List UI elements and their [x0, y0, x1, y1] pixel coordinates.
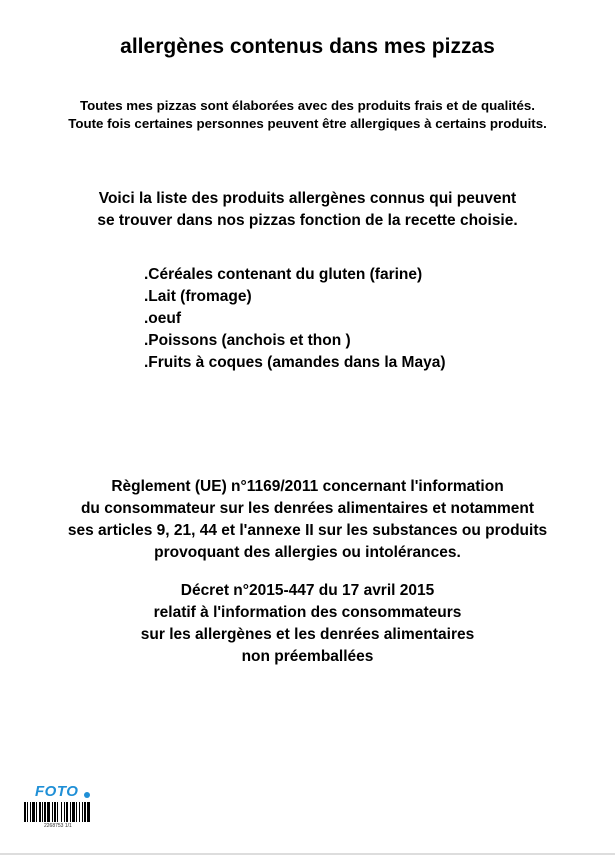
page-title: allergènes contenus dans mes pizzas	[120, 35, 495, 58]
regulation-line: Règlement (UE) n°1169/2011 concernant l'information	[111, 478, 504, 495]
foto-logo: FOTO	[35, 783, 79, 800]
allergen-item: .oeuf	[144, 310, 182, 327]
decree-line: relatif à l'information des consommateurs	[153, 604, 462, 621]
allergen-item: .Céréales contenant du gluten (farine)	[144, 266, 423, 283]
regulation-paragraph	[0, 476, 615, 564]
barcode-number: 2268753 1/1	[44, 823, 72, 829]
allergen-item: .Poissons (anchois et thon )	[144, 332, 351, 349]
allergen-item: .Lait (fromage)	[144, 288, 252, 305]
intro-line: Toutes mes pizzas sont élaborées avec des produits frais et de qualités.	[80, 98, 535, 113]
barcode-icon	[24, 802, 99, 822]
regulation-line: du consommateur sur les denrées alimentaires et notamment	[80, 500, 535, 517]
decree-paragraph	[0, 580, 615, 668]
regulation-line: provoquant des allergies ou intolérances.	[154, 544, 461, 561]
decree-line: non préemballées	[241, 648, 374, 665]
intro-line: Toute fois certaines personnes peuvent être allergiques à certains produits.	[68, 116, 547, 131]
allergen-list	[144, 264, 446, 374]
intro-paragraph	[0, 97, 615, 133]
foto-logo-dot-icon	[84, 792, 90, 798]
list-intro-line: se trouver dans nos pizzas fonction de la recette choisie.	[97, 212, 518, 229]
decree-line: Décret n°2015-447 du 17 avril 2015	[180, 582, 435, 599]
list-intro-line: Voici la liste des produits allergènes connus qui peuvent	[98, 190, 517, 207]
allergen-list-intro	[0, 188, 615, 232]
allergen-item: .Fruits à coques (amandes dans la Maya)	[144, 354, 446, 371]
decree-line: sur les allergènes et les denrées alimentaires	[140, 626, 475, 643]
regulation-line: ses articles 9, 21, 44 et l'annexe II sur les substances ou produits	[67, 522, 548, 539]
